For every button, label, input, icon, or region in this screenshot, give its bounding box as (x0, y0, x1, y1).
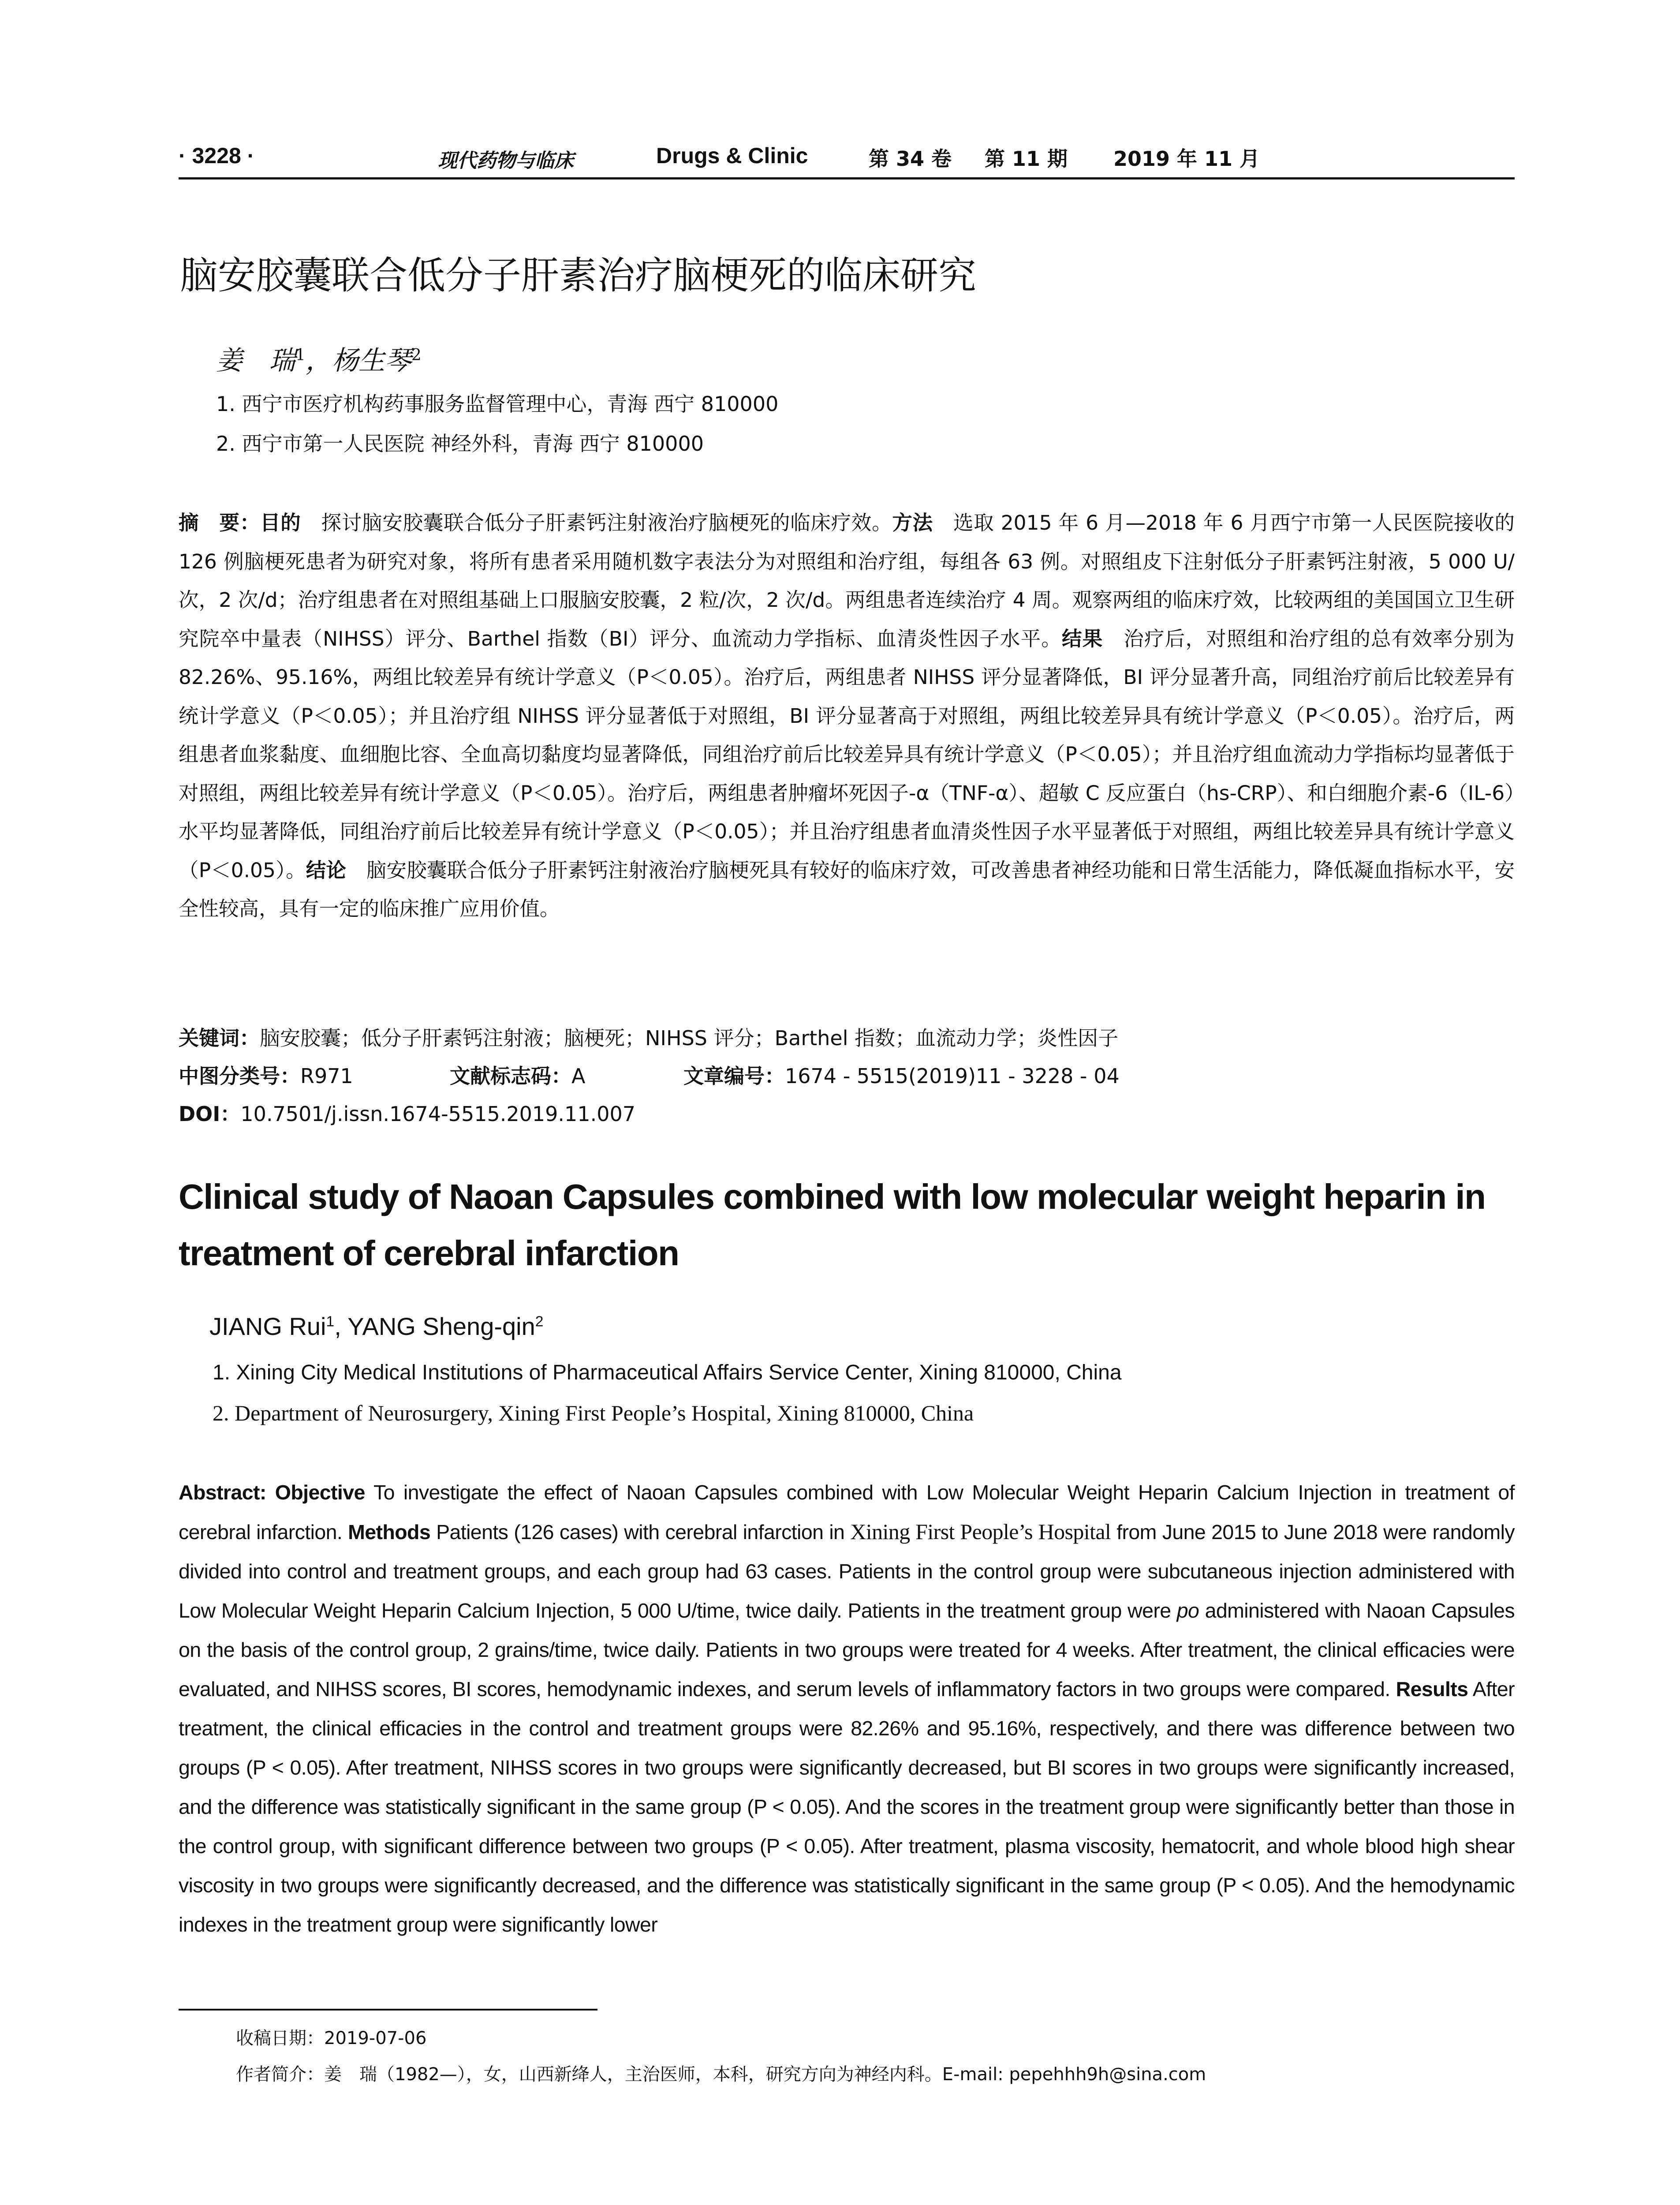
abstract-label: Abstract: (179, 1481, 275, 1504)
affiliation-cn: 2. 西宁市第一人民医院 神经外科，青海 西宁 810000 (216, 432, 704, 456)
doi-value[interactable]: 10.7501/j.issn.1674-5515.2019.11.007 (240, 1102, 636, 1126)
volume: 第 34 卷 (869, 147, 952, 171)
classification-line (179, 1060, 1120, 1089)
author-separator: ， (305, 345, 332, 376)
affiliation-en: 2. Department of Neurosurgery, Xining First People’s Hospital, Xining 810000, China (213, 1401, 974, 1425)
doi-label: DOI： (179, 1102, 241, 1126)
article-number (683, 1060, 1120, 1089)
results-text: 治疗后，对照组和治疗组的总有效率分别为 82.26%、95.16%，两组比较差异有统计学意义（P＜0.05）。治疗后，两组患者 NIHSS 评分显著降低，BI 评分显著升高，同组治疗前后比较差异有统计学意义（P＜0.05）；并且治疗组 NIHSS 评分显著低于对照组，BI 评分显著高于对照组，两组比较差异具有统计学意义（P＜0.05）。治疗后，两组患者血浆黏度、血细胞比容、全血高切黏度均显著降低，同组治疗前后比较差异具有统计学意义（P＜0.05）；并且治疗组血流动力学指标均显著低于对照组，两组比较差异有统计学意义（P＜0.05）。治疗后，两组患者肿瘤坏死因子-α（TNF-α）、超敏 C 反应蛋白（hs-CRP）、和白细胞介素-6（IL-6）水平均显著降低，同组治疗前后比较差异有统计学意义（P＜0.05）；并且治疗组患者血清炎性因子水平显著低于对照组，两组比较差异具有统计学意义（P＜0.05）。 (179, 627, 1515, 882)
results-text: After treatment, the clinical efficacies in the control and treatment groups were 82.26% and 95.16%, respectively, and there was difference between two groups (P < 0.05). After treatment, NIHSS scores in two groups were significantly decreased, but BI scores in two groups were significantly increased, and the difference was statistically significant in the same group (P < 0.05). And the scores in the treatment group were significantly better than those in the control group, with significant difference between two groups (P < 0.05). After treatment, plasma viscosity, hematocrit, and whole blood high shear viscosity in two groups were significantly decreased, and the difference was statistically significant in the same group (P < 0.05). And the hemodynamic indexes in the treatment group were significantly lower (179, 1678, 1515, 1936)
hospital-name: Xining First People’s Hospital (850, 1519, 1111, 1544)
article-title-cn: 脑安胶囊联合低分子肝素治疗脑梗死的临床研究 (180, 254, 976, 298)
objective-text: To investigate the effect of Naoan Capsules combined with Low Molecular Weight Heparin Calcium Injection in treatment of cerebral infarction. (179, 1481, 1515, 1544)
document-code (450, 1060, 683, 1089)
author-list-en (209, 1312, 543, 1341)
received-date: 收稿日期：2019-07-06 (236, 2028, 427, 2048)
journal-name-cn: 现代药物与临床 (438, 149, 574, 172)
author-separator: , (334, 1312, 348, 1340)
results-label: 结果 (1062, 627, 1103, 650)
page-number: · 3228 · (179, 143, 255, 168)
running-header (179, 140, 1515, 176)
article-value: 1674 - 5515(2019)11 - 3228 - 04 (785, 1064, 1120, 1088)
author-name: 杨生琴 (332, 345, 411, 376)
objective-text: 探讨脑安胶囊联合低分子肝素钙注射液治疗脑梗死的临床疗效。 (301, 511, 892, 534)
affiliation-en: 1. Xining City Medical Institutions of Pharmaceutical Affairs Service Center, Xining 810000, China (213, 1361, 1122, 1384)
objective-label: Objective (275, 1481, 365, 1504)
doc-value: A (571, 1064, 586, 1088)
keywords-cn (179, 1022, 1118, 1051)
keywords-text: 脑安胶囊；低分子肝素钙注射液；脑梗死；NIHSS 评分；Barthel 指数；血流动力学；炎性因子 (260, 1026, 1119, 1050)
methods-text: administered with Naoan Capsules on the basis of the control group, 2 grains/time, twice daily. Patients in two groups were treated for 4 weeks. After treatment, the clinical efficacies were evaluated, and NIHSS scores, BI scores, hemodynamic indexes, and serum levels of inflammatory factors in two groups were compared. (179, 1599, 1515, 1700)
conclusion-text: 脑安胶囊联合低分子肝素钙注射液治疗脑梗死具有较好的临床疗效，可改善患者神经功能和日常生活能力，降低凝血指标水平，安全性较高，具有一定的临床推广应用价值。 (179, 858, 1515, 920)
doc-label: 文献标志码： (450, 1064, 571, 1088)
article-label: 文章编号： (683, 1064, 785, 1088)
issue-date: 2019 年 11 月 (1113, 147, 1260, 171)
abstract-en (179, 1473, 1515, 1944)
results-label: Results (1396, 1678, 1468, 1700)
methods-text: Patients (126 cases) with cerebral infarction in (430, 1521, 851, 1544)
po-term: po (1176, 1599, 1199, 1622)
author-list-cn (216, 340, 422, 377)
journal-name-en: Drugs & Clinic (656, 143, 808, 168)
author-name: YANG Sheng-qin (347, 1312, 535, 1340)
methods-text: 选取 2015 年 6 月—2018 年 6 月西宁市第一人民医院接收的 126 例脑梗死患者为研究对象，将所有患者采用随机数字表法分为对照组和治疗组，每组各 63 例。对照组皮下注射低分子肝素钙注射液，5 000 U/次，2 次/d；治疗组患者在对照组基础上口服脑安胶囊，2 粒/次，2 次/d。两组患者连续治疗 4 周。观察两组的临床疗效，比较两组的美国国立卫生研究院卒中量表（NIHSS）评分、Barthel 指数（BI）评分、血流动力学指标、血清炎性因子水平。 (179, 511, 1515, 650)
header-rule (179, 177, 1515, 179)
affiliation-marker: 1 (326, 1313, 335, 1330)
keywords-label: 关键词： (179, 1026, 260, 1050)
clc-number (179, 1060, 450, 1089)
methods-label: 方法 (892, 511, 933, 534)
methods-text: from June 2015 to June 2018 were randomly divided into control and treatment groups, and each group had 63 cases. Patients in the control group were subcutaneous injection administered with Low Molecular Weight Heparin Calcium Injection, 5 000 U/time, twice daily. Patients in the treatment group were (179, 1521, 1515, 1622)
clc-label: 中图分类号： (179, 1064, 300, 1088)
abstract-cn (179, 504, 1515, 928)
abstract-label: 摘 要： (179, 511, 260, 534)
affiliation-marker: 2 (535, 1313, 544, 1330)
methods-label: Methods (348, 1521, 431, 1544)
conclusion-label: 结论 (306, 858, 347, 882)
issue: 第 11 期 (985, 147, 1068, 171)
article-title-en: Clinical study of Naoan Capsules combined with low molecular weight heparin in treatment of cerebral infarction (179, 1177, 1486, 1273)
author-name: 姜 瑞 (216, 345, 295, 376)
affiliation-marker: 2 (411, 346, 422, 364)
footnote-rule (179, 2009, 597, 2011)
clc-value: R971 (300, 1064, 353, 1088)
affiliation-marker: 1 (295, 346, 306, 364)
author-name: JIANG Rui (209, 1312, 326, 1340)
objective-label: 目的 (260, 511, 301, 534)
affiliation-cn: 1. 西宁市医疗机构药事服务监督管理中心，青海 西宁 810000 (216, 392, 779, 416)
author-info: 作者简介：姜 瑞（1982—），女，山西新绛人，主治医师，本科，研究方向为神经内科。E-mail: pepehhh9h@sina.com (236, 2064, 1206, 2085)
doi-line (179, 1098, 635, 1127)
